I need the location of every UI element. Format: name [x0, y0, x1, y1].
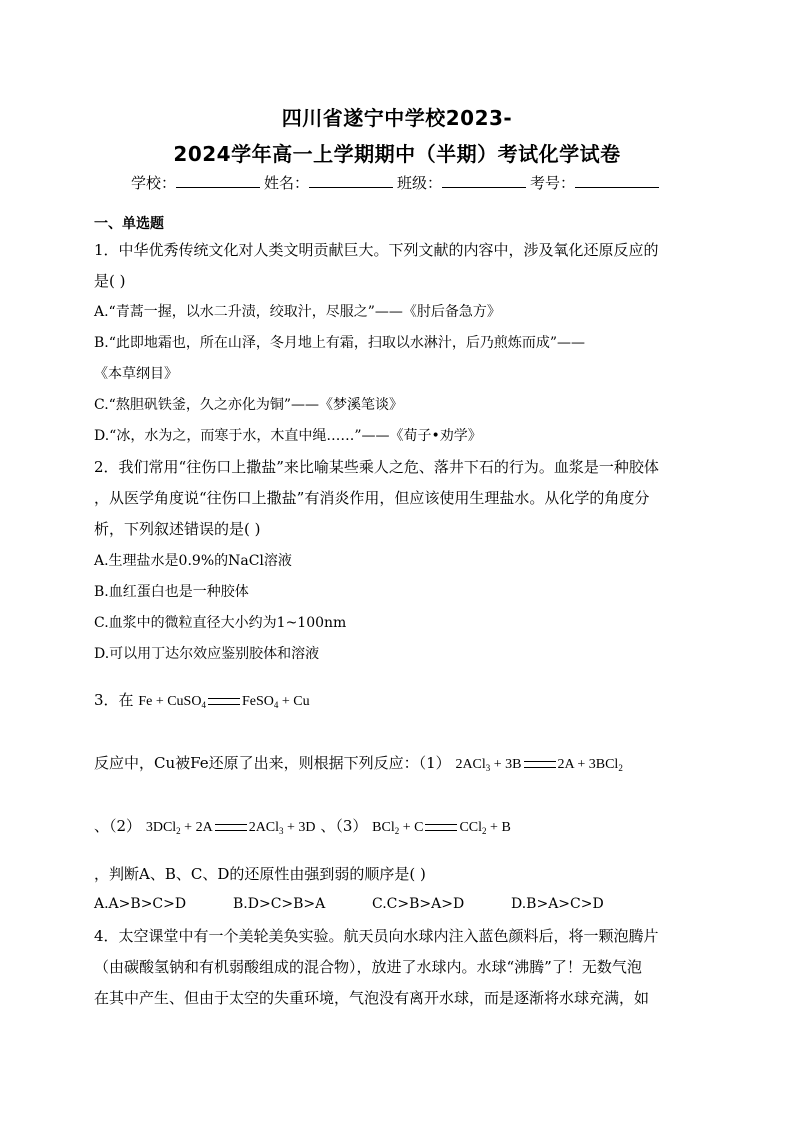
name-blank: [309, 173, 393, 188]
school-label: 学校：: [130, 174, 176, 192]
q4-stem-line2: （由碳酸氢钠和有机弱酸组成的混合物），放进了水球内。水球“沸腾”了！无数气泡: [94, 958, 642, 976]
q3-equation-2: 3DCl$_2$ + 2A 2ACl$_3$ + 3D: [145, 820, 316, 836]
q3-equation-3: BCl$_2$ + C CCl$_2$ + B: [372, 820, 511, 836]
class-label: 班级：: [397, 174, 443, 192]
school-blank: [176, 173, 260, 188]
equals-arrow: [208, 698, 240, 705]
q1-option-b-line1: B.“此即地霜也，所在山泽，冬月地上有霜，扫取以水淋汁，后乃煎炼而成”——: [94, 335, 586, 351]
q3-option-b: B.D>C>B>A: [233, 896, 326, 912]
student-info-row: [0, 172, 794, 193]
equals-arrow: [215, 824, 247, 831]
section-heading: 一、单选题: [94, 216, 164, 232]
q4-stem-line3: 在其中产生、但由于太空的失重环境，气泡没有离开水球，而是逐渐将水球充满，如: [94, 989, 650, 1007]
q2-stem-line3: 析，下列叙述错误的是( ): [94, 520, 261, 538]
q3-number: 3．在: [94, 691, 134, 709]
q3-stem-end: ，判断A、B、C、D的还原性由强到弱的顺序是( ): [94, 865, 426, 883]
q2-option-d: D.可以用丁达尔效应鉴别胶体和溶液: [94, 646, 320, 662]
equals-arrow: [524, 761, 556, 768]
q2-stem-line2: ，从医学角度说“往伤口上撒盐”有消炎作用，但应该使用生理盐水。从化学的角度分: [94, 489, 650, 507]
q2-option-a: A.生理盐水是0.9%的NaCl溶液: [94, 553, 292, 569]
q3-option-c: C.C>B>A>D: [372, 896, 465, 912]
q3-equation-0: Fe + CuSO$_4$ FeSO$_4$ + Cu: [138, 694, 310, 710]
q2-option-c: C.血浆中的微粒直径大小约为1~100nm: [94, 615, 347, 631]
q1-option-b-line2: 《本草纲目》: [94, 366, 178, 382]
q3-equation-1: 2ACl$_3$ + 3B 2A + 3BCl$_2$: [455, 757, 623, 773]
page-title-line1: 四川省遂宁中学校2023-: [281, 106, 513, 130]
q1-option-c: C.“熬胆矾铁釜，久之亦化为铜”——《梦溪笔谈》: [94, 397, 403, 413]
q1-stem-line1: 1．中华优秀传统文化对人类文明贡献巨大。下列文献的内容中，涉及氧化还原反应的: [94, 241, 659, 259]
page-title-line2: 2024学年高一上学期期中（半期）考试化学试卷: [173, 142, 621, 166]
q2-stem-line1: 2．我们常用“往伤口上撒盐”来比喻某些乘人之危、落井下石的行为。血浆是一种胶体: [94, 458, 659, 476]
q3-stem-line2: [94, 753, 623, 778]
class-blank: [442, 173, 526, 188]
exam-no-label: 考号：: [530, 174, 576, 192]
name-label: 姓名：: [263, 174, 309, 192]
equals-arrow: [425, 824, 457, 831]
q1-option-a: A.“青蒿一握，以水二升渍，绞取汁，尽服之”——《肘后备急方》: [94, 304, 501, 320]
exam-no-blank: [575, 173, 659, 188]
q1-option-d: D.“冰，水为之，而寒于水，木直中绳……”——《荀子•劝学》: [94, 428, 482, 444]
q3-option-a: A.A>B>C>D: [94, 896, 187, 912]
q3-stem-line1: [94, 690, 310, 715]
q4-stem-line1: 4．太空课堂中有一个美轮美奂实验。航天员向水球内注入蓝色颜料后，将一颗泡腾片: [94, 927, 659, 945]
q2-option-b: B.血红蛋白也是一种胶体: [94, 584, 249, 600]
q1-stem-line2: 是( ): [94, 272, 126, 290]
q3-line2-text: 反应中，Cu被Fe还原了出来，则根据下列反应：（1）: [94, 754, 451, 772]
q3-stem-line3: 、（2） 3DCl$_2$ + 2A 2ACl$_3$ + 3D 、（3） BCl$_2$ + C CCl$_2$ + B: [94, 817, 511, 836]
q3-option-d: D.B>A>C>D: [511, 896, 604, 912]
